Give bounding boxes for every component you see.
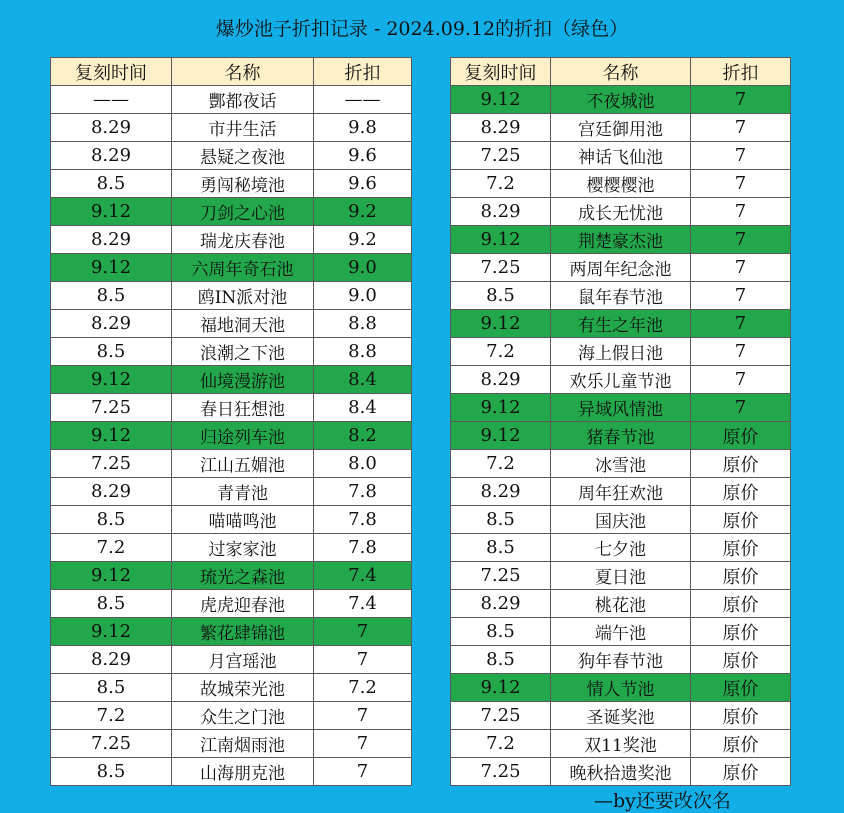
- table-row: [451, 730, 791, 758]
- discount-cell: 9.6: [314, 170, 412, 198]
- pool-name-cell: 七夕池: [551, 534, 691, 562]
- discount-cell: 8.2: [314, 422, 412, 450]
- table-row: [51, 730, 412, 758]
- pool-name-cell: 市井生活: [172, 114, 314, 142]
- pool-name-cell: 欢乐儿童节池: [551, 366, 691, 394]
- pool-name-cell: 有生之年池: [551, 310, 691, 338]
- discount-cell: 9.2: [314, 198, 412, 226]
- discount-cell: 原价: [691, 758, 791, 786]
- table-row: [51, 198, 412, 226]
- date-cell: 8.5: [51, 338, 172, 366]
- pool-name-cell: 悬疑之夜池: [172, 142, 314, 170]
- table-row: [51, 142, 412, 170]
- pool-name-cell: 虎虎迎春池: [172, 590, 314, 618]
- pool-name-cell: 情人节池: [551, 674, 691, 702]
- discount-cell: 7: [691, 310, 791, 338]
- pool-name-cell: 异域风情池: [551, 394, 691, 422]
- discount-cell: 7: [691, 282, 791, 310]
- table-row: [451, 618, 791, 646]
- table-row: [51, 702, 412, 730]
- date-cell: 9.12: [451, 86, 551, 114]
- discount-cell: 7: [691, 226, 791, 254]
- date-cell: 9.12: [51, 366, 172, 394]
- pool-name-cell: 山海朋克池: [172, 758, 314, 786]
- date-cell: 8.29: [51, 142, 172, 170]
- date-cell: 9.12: [451, 674, 551, 702]
- date-cell: 9.12: [51, 422, 172, 450]
- discount-cell: 原价: [691, 590, 791, 618]
- pool-name-cell: 月宫瑶池: [172, 646, 314, 674]
- table-row: [451, 142, 791, 170]
- pool-name-cell: 瑞龙庆春池: [172, 226, 314, 254]
- table-row: [451, 590, 791, 618]
- pool-name-cell: 双11奖池: [551, 730, 691, 758]
- pool-name-cell: 众生之门池: [172, 702, 314, 730]
- discount-cell: 7: [691, 366, 791, 394]
- table-row: [51, 674, 412, 702]
- discount-cell: 原价: [691, 506, 791, 534]
- pool-name-cell: 端午池: [551, 618, 691, 646]
- table-row: [51, 114, 412, 142]
- pool-name-cell: 桃花池: [551, 590, 691, 618]
- table-row: [451, 646, 791, 674]
- discount-cell: 9.0: [314, 254, 412, 282]
- table-row: [451, 506, 791, 534]
- table-header-row: [51, 58, 412, 86]
- table-row: [51, 366, 412, 394]
- pool-name-cell: 鸥IN派对池: [172, 282, 314, 310]
- pool-name-cell: 福地洞天池: [172, 310, 314, 338]
- date-cell: 7.25: [451, 758, 551, 786]
- discount-cell: 7: [691, 394, 791, 422]
- pool-name-cell: 荆楚豪杰池: [551, 226, 691, 254]
- pool-name-cell: 国庆池: [551, 506, 691, 534]
- date-cell: 7.25: [51, 730, 172, 758]
- discount-cell: 原价: [691, 450, 791, 478]
- discount-cell: 原价: [691, 562, 791, 590]
- discount-cell: ——: [314, 86, 412, 114]
- discount-cell: 原价: [691, 674, 791, 702]
- pool-name-cell: 繁花肆锦池: [172, 618, 314, 646]
- date-cell: 9.12: [451, 422, 551, 450]
- discount-cell: 7: [691, 142, 791, 170]
- date-cell: 8.29: [51, 226, 172, 254]
- table-row: [451, 702, 791, 730]
- pool-name-cell: 故城荣光池: [172, 674, 314, 702]
- table-row: [51, 758, 412, 786]
- table-row: [451, 170, 791, 198]
- left-discount-table: [50, 57, 412, 786]
- date-cell: 9.12: [51, 198, 172, 226]
- table-row: [51, 450, 412, 478]
- pool-name-cell: 成长无忧池: [551, 198, 691, 226]
- date-cell: 7.2: [451, 170, 551, 198]
- date-cell: 8.5: [451, 282, 551, 310]
- date-cell: 9.12: [51, 562, 172, 590]
- date-cell: 7.2: [51, 534, 172, 562]
- table-row: [451, 394, 791, 422]
- discount-cell: 8.8: [314, 338, 412, 366]
- pool-name-cell: 酆都夜话: [172, 86, 314, 114]
- date-cell: 8.5: [51, 590, 172, 618]
- header-date: 复刻时间: [51, 58, 172, 86]
- table-row: [451, 450, 791, 478]
- pool-name-cell: 刀剑之心池: [172, 198, 314, 226]
- discount-cell: 9.2: [314, 226, 412, 254]
- table-row: [51, 618, 412, 646]
- date-cell: 7.25: [451, 562, 551, 590]
- right-discount-table: [450, 57, 791, 786]
- discount-cell: 7: [314, 730, 412, 758]
- pool-name-cell: 浪潮之下池: [172, 338, 314, 366]
- discount-cell: 7: [691, 198, 791, 226]
- table-row: [451, 86, 791, 114]
- table-row: [51, 562, 412, 590]
- date-cell: 8.5: [451, 618, 551, 646]
- discount-cell: 9.6: [314, 142, 412, 170]
- date-cell: 8.29: [51, 310, 172, 338]
- table-row: [451, 226, 791, 254]
- table-header-row: [451, 58, 791, 86]
- discount-cell: 7.8: [314, 506, 412, 534]
- date-cell: 8.29: [51, 478, 172, 506]
- date-cell: 7.25: [51, 394, 172, 422]
- table-row: [51, 394, 412, 422]
- table-row: [51, 86, 412, 114]
- discount-cell: 8.8: [314, 310, 412, 338]
- discount-cell: 原价: [691, 618, 791, 646]
- discount-cell: 9.0: [314, 282, 412, 310]
- discount-cell: 7: [314, 618, 412, 646]
- table-row: [51, 590, 412, 618]
- discount-cell: 7: [691, 254, 791, 282]
- table-row: [451, 254, 791, 282]
- table-row: [51, 338, 412, 366]
- date-cell: 7.25: [451, 702, 551, 730]
- pool-name-cell: 琉光之森池: [172, 562, 314, 590]
- discount-cell: 7: [314, 758, 412, 786]
- pool-name-cell: 鼠年春节池: [551, 282, 691, 310]
- discount-cell: 7: [691, 170, 791, 198]
- pool-name-cell: 喵喵鸣池: [172, 506, 314, 534]
- page-title: 爆炒池子折扣记录 - 2024.09.12的折扣（绿色）: [215, 18, 629, 40]
- table-row: [51, 646, 412, 674]
- date-cell: 8.5: [51, 170, 172, 198]
- table-row: [51, 506, 412, 534]
- discount-cell: 7.4: [314, 590, 412, 618]
- header-date: 复刻时间: [451, 58, 551, 86]
- pool-name-cell: 海上假日池: [551, 338, 691, 366]
- pool-name-cell: 神话飞仙池: [551, 142, 691, 170]
- discount-cell: 7: [314, 646, 412, 674]
- date-cell: 8.29: [451, 366, 551, 394]
- discount-cell: 原价: [691, 730, 791, 758]
- date-cell: 9.12: [51, 254, 172, 282]
- date-cell: 8.29: [451, 114, 551, 142]
- date-cell: 7.25: [451, 254, 551, 282]
- table-row: [451, 562, 791, 590]
- table-row: [451, 422, 791, 450]
- date-cell: 7.2: [51, 702, 172, 730]
- date-cell: ——: [51, 86, 172, 114]
- date-cell: 7.25: [51, 450, 172, 478]
- date-cell: 7.25: [451, 142, 551, 170]
- pool-name-cell: 仙境漫游池: [172, 366, 314, 394]
- discount-cell: 7: [691, 86, 791, 114]
- date-cell: 9.12: [451, 394, 551, 422]
- table-row: [51, 422, 412, 450]
- discount-cell: 原价: [691, 534, 791, 562]
- table-row: [51, 310, 412, 338]
- table-row: [51, 478, 412, 506]
- pool-name-cell: 青青池: [172, 478, 314, 506]
- pool-name-cell: 晚秋拾遗奖池: [551, 758, 691, 786]
- discount-cell: 8.4: [314, 366, 412, 394]
- discount-cell: 9.8: [314, 114, 412, 142]
- table-row: [451, 114, 791, 142]
- table-row: [51, 534, 412, 562]
- discount-cell: 7: [691, 114, 791, 142]
- header-discount: 折扣: [314, 58, 412, 86]
- pool-name-cell: 过家家池: [172, 534, 314, 562]
- date-cell: 9.12: [451, 310, 551, 338]
- discount-cell: 7.4: [314, 562, 412, 590]
- date-cell: 9.12: [451, 226, 551, 254]
- discount-cell: 8.4: [314, 394, 412, 422]
- pool-name-cell: 江山五媚池: [172, 450, 314, 478]
- pool-name-cell: 猪春节池: [551, 422, 691, 450]
- date-cell: 8.5: [51, 674, 172, 702]
- table-row: [51, 170, 412, 198]
- pool-name-cell: 不夜城池: [551, 86, 691, 114]
- table-row: [451, 478, 791, 506]
- date-cell: 8.5: [451, 534, 551, 562]
- date-cell: 8.5: [451, 646, 551, 674]
- pool-name-cell: 周年狂欢池: [551, 478, 691, 506]
- pool-name-cell: 樱樱樱池: [551, 170, 691, 198]
- date-cell: 8.29: [451, 198, 551, 226]
- discount-cell: 原价: [691, 702, 791, 730]
- author-credit: —by还要改次名: [594, 790, 731, 812]
- discount-cell: 7: [314, 702, 412, 730]
- pool-name-cell: 宫廷御用池: [551, 114, 691, 142]
- date-cell: 8.5: [51, 506, 172, 534]
- date-cell: 8.5: [51, 282, 172, 310]
- pool-name-cell: 勇闯秘境池: [172, 170, 314, 198]
- discount-cell: 7.8: [314, 478, 412, 506]
- header-name: 名称: [172, 58, 314, 86]
- date-cell: 8.29: [451, 478, 551, 506]
- date-cell: 9.12: [51, 618, 172, 646]
- header-name: 名称: [551, 58, 691, 86]
- pool-name-cell: 两周年纪念池: [551, 254, 691, 282]
- table-row: [451, 338, 791, 366]
- pool-name-cell: 江南烟雨池: [172, 730, 314, 758]
- pool-name-cell: 夏日池: [551, 562, 691, 590]
- date-cell: 8.29: [451, 590, 551, 618]
- table-row: [451, 674, 791, 702]
- date-cell: 8.29: [51, 646, 172, 674]
- date-cell: 7.2: [451, 450, 551, 478]
- table-row: [451, 534, 791, 562]
- table-row: [451, 282, 791, 310]
- discount-cell: 原价: [691, 422, 791, 450]
- date-cell: 8.5: [51, 758, 172, 786]
- pool-name-cell: 归途列车池: [172, 422, 314, 450]
- discount-cell: 原价: [691, 478, 791, 506]
- date-cell: 7.2: [451, 730, 551, 758]
- discount-cell: 7.8: [314, 534, 412, 562]
- date-cell: 8.29: [51, 114, 172, 142]
- header-discount: 折扣: [691, 58, 791, 86]
- pool-name-cell: 春日狂想池: [172, 394, 314, 422]
- table-row: [451, 310, 791, 338]
- table-row: [51, 226, 412, 254]
- discount-cell: 7: [691, 338, 791, 366]
- pool-name-cell: 狗年春节池: [551, 646, 691, 674]
- discount-cell: 7.2: [314, 674, 412, 702]
- date-cell: 7.2: [451, 338, 551, 366]
- discount-cell: 8.0: [314, 450, 412, 478]
- table-row: [451, 198, 791, 226]
- table-row: [51, 254, 412, 282]
- pool-name-cell: 冰雪池: [551, 450, 691, 478]
- table-row: [451, 366, 791, 394]
- pool-name-cell: 圣诞奖池: [551, 702, 691, 730]
- date-cell: 8.5: [451, 506, 551, 534]
- table-row: [451, 758, 791, 786]
- table-row: [51, 282, 412, 310]
- discount-cell: 原价: [691, 646, 791, 674]
- pool-name-cell: 六周年奇石池: [172, 254, 314, 282]
